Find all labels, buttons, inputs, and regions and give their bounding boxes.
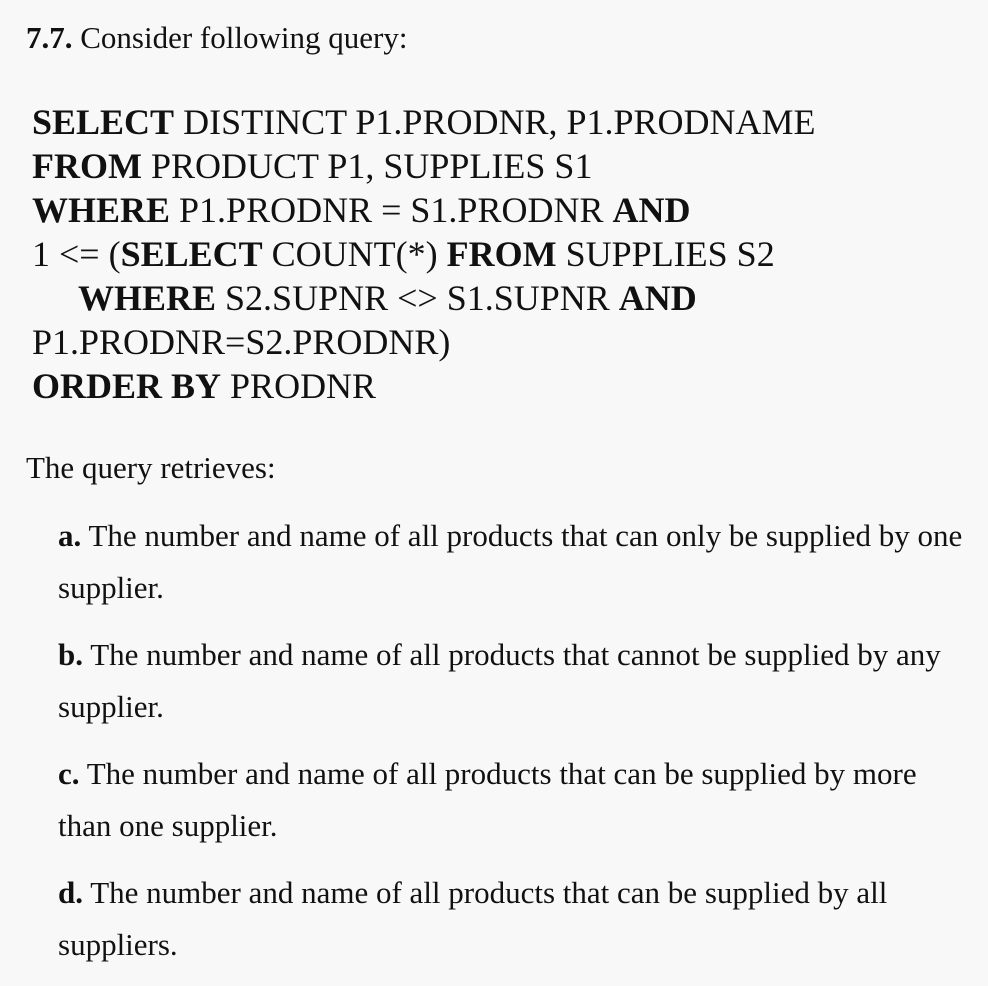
- option-text: The number and name of all products that can be supplied by all suppliers.: [58, 875, 888, 962]
- sql-text: SUPPLIES S2: [556, 234, 775, 274]
- sql-line: [32, 364, 816, 408]
- sql-text: DISTINCT P1.PRODNR, P1.PRODNAME: [174, 102, 816, 142]
- option-text: The number and name of all products that can be supplied by more than one supplier.: [58, 756, 917, 843]
- sql-keyword: FROM: [446, 234, 557, 274]
- sql-query-block: [32, 100, 816, 408]
- sql-line: [32, 100, 816, 144]
- sql-text: PRODUCT P1, SUPPLIES S1: [141, 146, 593, 186]
- option-letter: d.: [58, 875, 83, 910]
- sql-keyword: WHERE: [32, 190, 171, 230]
- sql-text: S2.SUPNR <> S1.SUPNR: [216, 278, 619, 318]
- sql-text: PRODNR: [221, 366, 377, 406]
- option-letter: b.: [58, 637, 83, 672]
- sql-line: [32, 320, 816, 364]
- sql-text: P1.PRODNR=S2.PRODNR): [32, 322, 451, 362]
- sql-keyword: SELECT: [32, 102, 175, 142]
- option-letter: a.: [58, 518, 82, 553]
- answer-option: [58, 510, 968, 614]
- sql-keyword: AND: [618, 278, 697, 318]
- question-prompt: Consider following query:: [80, 20, 408, 55]
- sql-line: [32, 188, 816, 232]
- sql-line: [32, 232, 816, 276]
- option-letter: c.: [58, 756, 80, 791]
- option-text: The number and name of all products that can only be supplied by one supplier.: [58, 518, 963, 605]
- sql-text: COUNT(*): [262, 234, 447, 274]
- answer-options: [58, 510, 968, 986]
- question-title: [26, 18, 407, 58]
- answer-option: [58, 748, 968, 852]
- sql-text: P1.PRODNR = S1.PRODNR: [170, 190, 613, 230]
- sql-line: [32, 276, 816, 320]
- sql-keyword: ORDER BY: [32, 366, 222, 406]
- answer-option: [58, 629, 968, 733]
- option-text: The number and name of all products that cannot be supplied by any supplier.: [58, 637, 941, 724]
- query-intro: The query retrieves:: [26, 450, 276, 485]
- sql-keyword: AND: [612, 190, 691, 230]
- answer-option: [58, 867, 968, 971]
- sql-keyword: WHERE: [78, 278, 217, 318]
- sql-line: [32, 144, 816, 188]
- sql-keyword: FROM: [32, 146, 142, 186]
- sql-text: 1 <= (: [32, 234, 121, 274]
- sql-keyword: SELECT: [120, 234, 263, 274]
- question-number: 7.7.: [26, 20, 73, 55]
